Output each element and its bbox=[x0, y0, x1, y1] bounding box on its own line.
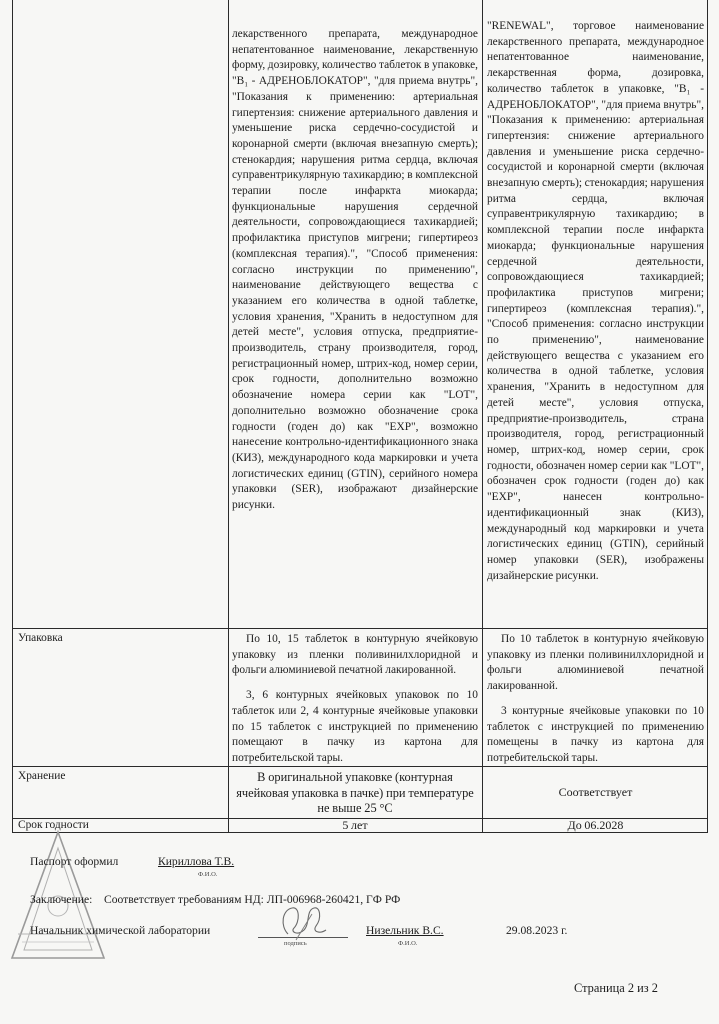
page-number: Страница 2 из 2 bbox=[574, 981, 658, 995]
packaging-result-cell bbox=[485, 632, 706, 764]
labeling-result-cell bbox=[485, 19, 706, 627]
labeling-requirement-text: лекарственного препарата, международное непатентованное наименование, лекарственную форму, дозировку, количество таблеток в упаковке, "В₁ - АДРЕНОБЛОКАТОР", "для приема внутрь", "Показания к применению: артериальная гипертензия: снижение артериального давления и уменьшение риска сердечно-сосудистой и коронарной смерти (включая внезапную смерть); стенокардия; нарушения ритма сердца, включая суправентрикулярную тахикардию; в комплексной терапии после инфаркта миокарда; функциональные нарушения сердечной деятельности, сопровождающиеся тахикардией; профилактика приступов мигрени; гипертиреоз (комплексная терапия).", "Способ применения: согласно инструкции по применению", наименование действующего вещества с указанием его количества в одной таблетке, условия хранения, "Хранить в недоступном для детей месте", условия отпуска, предприятие-производитель, страну производителя, город, регистрационный номер, штрих-код, номер серии, срок годности, дополнительно возможно обозначение номера серии как "LOT", дополнительно возможно обозначение срока годности (годен до) как "EXP", возможно нанесение контрольно-идентификационного знака (КИЗ), международного кода маркировки и учета логистических единиц (GTIN), серийного номера упаковки (SER), изображают дизайнерские рисунки. bbox=[232, 28, 478, 512]
passport-label: Паспорт оформил bbox=[30, 855, 119, 868]
shelf-life-requirement: 5 лет bbox=[342, 818, 368, 832]
head-of-lab-name: Низельник В.С. bbox=[366, 924, 444, 937]
packaging-label: Упаковка bbox=[18, 632, 63, 644]
packaging-requirement-p1: По 10, 15 таблеток в контурную ячейковую упаковку из пленки поливинилхлоридной и фольги алюминиевой печатной лакированной. bbox=[232, 633, 478, 677]
head-of-lab-label: Начальник химической лаборатории bbox=[30, 924, 211, 937]
passport-fio-caption: Ф.И.О. bbox=[198, 871, 218, 878]
table-row-line-2 bbox=[12, 766, 708, 767]
conclusion-label: Заключение: bbox=[30, 893, 93, 906]
storage-label: Хранение bbox=[18, 770, 66, 782]
signature-icon bbox=[270, 900, 330, 944]
packaging-result-p2: 3 контурные ячейковые упаковки по 10 таблеток с инструкцией по применению помещены в пачку из картона для потребительской тары. bbox=[487, 704, 704, 764]
storage-result: Соответствует bbox=[558, 785, 633, 799]
signature-date: 29.08.2023 г. bbox=[506, 924, 568, 937]
passport-name: Кириллова Т.В. bbox=[158, 855, 235, 868]
table-row-line-1 bbox=[12, 628, 708, 629]
table-row-line-4 bbox=[12, 832, 708, 833]
head-fio-caption: Ф.И.О. bbox=[398, 940, 418, 947]
packaging-result-p1: По 10 таблеток в контурную ячейковую упаковку из пленки поливинилхлоридной и фольги алюминиевой печатной лакированной. bbox=[487, 633, 704, 693]
storage-requirement: В оригинальной упаковке (контурная ячейковая упаковка в пачке) при температуре не выше 25 °С bbox=[236, 770, 474, 815]
table-col-divider-1 bbox=[228, 0, 229, 832]
table-left-border bbox=[12, 0, 13, 832]
signature-caption: подпись bbox=[284, 940, 307, 947]
packaging-requirement-p2: 3, 6 контурных ячейковых упаковок по 10 таблеток или 2, 4 контурные ячейковые упаковки по 15 таблеток с инструкцией по применению помещают в пачку из картона для потребительской тары. bbox=[232, 689, 478, 764]
labeling-result-text: "RENEWAL", торговое наименование лекарственного препарата, международное непатентованное наименование, лекарственная форма, дозировка, количество таблеток в упаковке, "В₁ - АДРЕНОБЛОКАТОР", "для приема внутрь", "Показания к применению: артериальная гипертензия: снижение артериального давления и уменьшение риска сердечно-сосудистой и коронарной смерти (включая внезапную смерть); стенокардия; нарушения ритма сердца, включая суправентрикулярную тахикардию; в комплексной терапии после инфаркта миокарда; функциональные нарушения сердечной деятельности, сопровождающиеся тахикардией; профилактика приступов мигрени; гипертиреоз (комплексная терапия).", "Способ применения: согласно инструкции по применению", наименование действующего вещества с указанием его количества в одной таблетке, условия хранения, "Хранить в недоступном для детей месте", условия отпуска, предприятие-производитель, страна производителя, город, регистрационный номер, штрих-код, номер серии, срок годности, обозначен номер серии как "LOT", обозначен срок годности (годен до) как "EXP", нанесен контрольно-идентификационный знак (КИЗ), международный код маркировки и учета логистических единиц (GTIN), серийный номер упаковки (SER), изображены дизайнерские рисунки. bbox=[487, 20, 704, 582]
shelf-life-label: Срок годности bbox=[18, 819, 89, 831]
labeling-requirement-cell bbox=[230, 27, 480, 587]
shelf-life-result: До 06.2028 bbox=[567, 818, 624, 832]
table-col-divider-2 bbox=[482, 0, 483, 832]
conclusion-text: Соответствует требованиям НД: ЛП-006968-260421, ГФ РФ bbox=[104, 893, 401, 906]
table-right-border bbox=[707, 0, 708, 832]
packaging-requirement-cell bbox=[230, 632, 480, 764]
